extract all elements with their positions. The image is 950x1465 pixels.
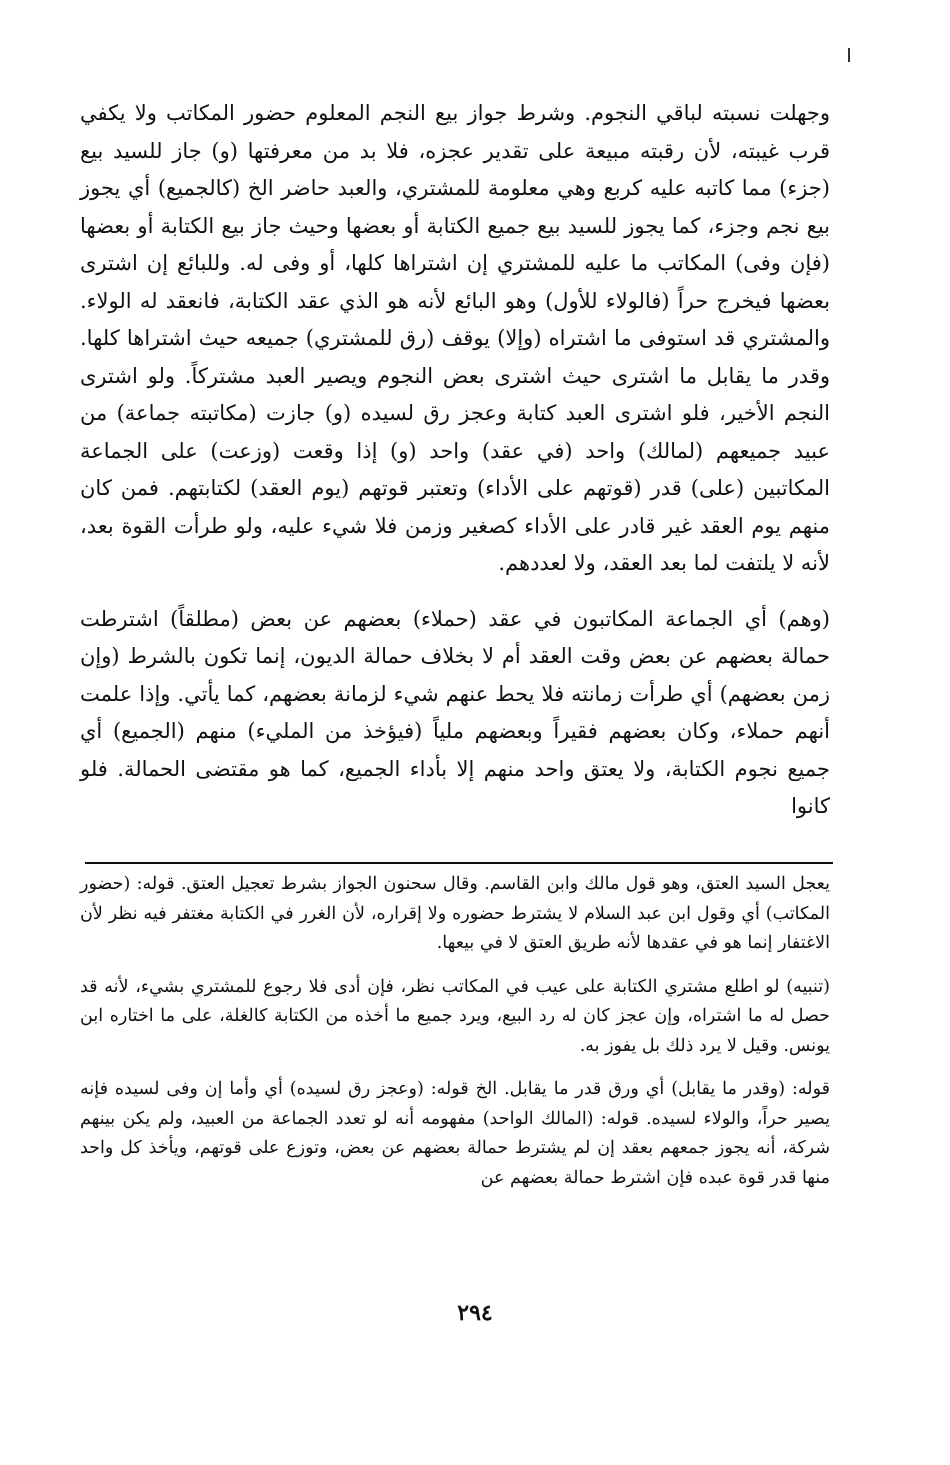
main-paragraph-1: وجهلت نسبته لباقي النجوم. وشرط جواز بيع النجم المعلوم حضور المكاتب ولا يكفي قرب غيبته، لأن رقبته مبيعة على تقدير عجزه، فلا بد من معرفتها (و) جاز للسيد بيع (جزء) مما كاتبه عليه كربع وهي معلومة للمشتري، والعبد حاضر الخ (كالجميع) أي يجوز بيع نجم وجزء، كما يجوز للسيد بيع جميع الكتابة أو بعضها وحيث جاز بيع الكتابة أو بعضها (فإن وفى) المكاتب ما عليه للمشتري إن اشتراها كلها، أو وفى له. وللبائع إن اشترى بعضها فيخرج حراً (فالولاء للأول) وهو البائع لأنه هو الذي عقد الكتابة، فانعقد له الولاء. والمشتري قد استوفى ما اشتراه (وإلا) يوقف (رق للمشتري) جميعه حيث اشتراها كلها. وقدر ما يقابل ما اشترى حيث اشترى بعض النجوم ويصير العبد مشتركاً. ولو اشترى النجم الأخير، فلو اشترى العبد كتابة وعجز رق لسيده (و) جازت (مكاتبته جماعة) من عبيد جميعهم (لمالك) واحد (في عقد) واحد (و) إذا وقعت (وزعت) على الجماعة المكاتبين (على) قدر (قوتهم على الأداء) وتعتبر قوتهم (يوم العقد) لكتابتهم. فمن كان منهم يوم العقد غير قادر على الأداء كصغير وزمن فلا شيء عليه، ولو طرأت القوة بعد، لأنه لا يلتفت لما بعد العقد، ولا لعددهم. bbox=[80, 101, 830, 575]
commentary-note-3: قوله: (وقدر ما يقابل) أي ورق قدر ما يقابل. الخ قوله: (وعجز رق لسيده) أي وأما إن وفى لسيده فإنه يصير حراً، والولاء لسيده. قوله: (المالك الواحد) مفهومه أنه لو تعدد الجماعة من العبيد، ولم يكن بينهم شركة، أنه يجوز جمعهم بعقد إن لم يشترط حمالة بعضهم عن بعض، وتوزع على قوتهم، ويأخذ كل واحد منها قدر قوة عبده فإن اشترط حمالة بعضهم عن bbox=[80, 1079, 830, 1188]
main-text-block bbox=[80, 95, 830, 826]
commentary-note-1: يعجل السيد العتق، وهو قول مالك وابن القاسم. وقال سحنون الجواز بشرط تعجيل العتق. قوله: (حضور المكاتب) أي وقول ابن عبد السلام لا يشترط حضوره ولا إقراره، لأن الغرر في الكتابة مغتفر فيه نظر لأن الاغتفار إنما هو في عقدها لأنه طريق العتق لا في بيعها. bbox=[80, 874, 830, 953]
margin-mark bbox=[848, 48, 850, 62]
commentary-block bbox=[80, 870, 830, 1193]
commentary-note-2: (تنبيه) لو اطلع مشتري الكتابة على عيب في المكاتب نظر، فإن أدى فلا رجوع للمشتري بشيء، لأنه قد حصل له ما اشتراه، وإن عجز كان له رد البيع، ويرد جميع ما أخذه من الكتابة كالغلة، على ما اختاره ابن يونس. وقيل لا يرد ذلك بل يفوز به. bbox=[80, 976, 830, 1056]
footnote-divider bbox=[85, 862, 833, 864]
main-paragraph-2: (وهم) أي الجماعة المكاتبون في عقد (حملاء) بعضهم عن بعض (مطلقاً) اشترطت حمالة بعضهم عن بعض وقت العقد أم لا بخلاف حمالة الديون، إنما تكون بالشرط (وإن زمن بعضهم) أي طرأت زمانته فلا يحط عنهم شيء لزمانة بعضهم، كما يأتي. وإذا علمت أنهم حملاء، وكان بعضهم فقيراً وبعضهم ملياً (فيؤخذ من المليء) منهم (الجميع) أي جميع نجوم الكتابة، ولا يعتق واحد منهم إلا بأداء الجميع، كما هو مقتضى الحمالة. فلو كانوا bbox=[80, 606, 830, 818]
page-number: ٢٩٤ bbox=[457, 1300, 493, 1326]
